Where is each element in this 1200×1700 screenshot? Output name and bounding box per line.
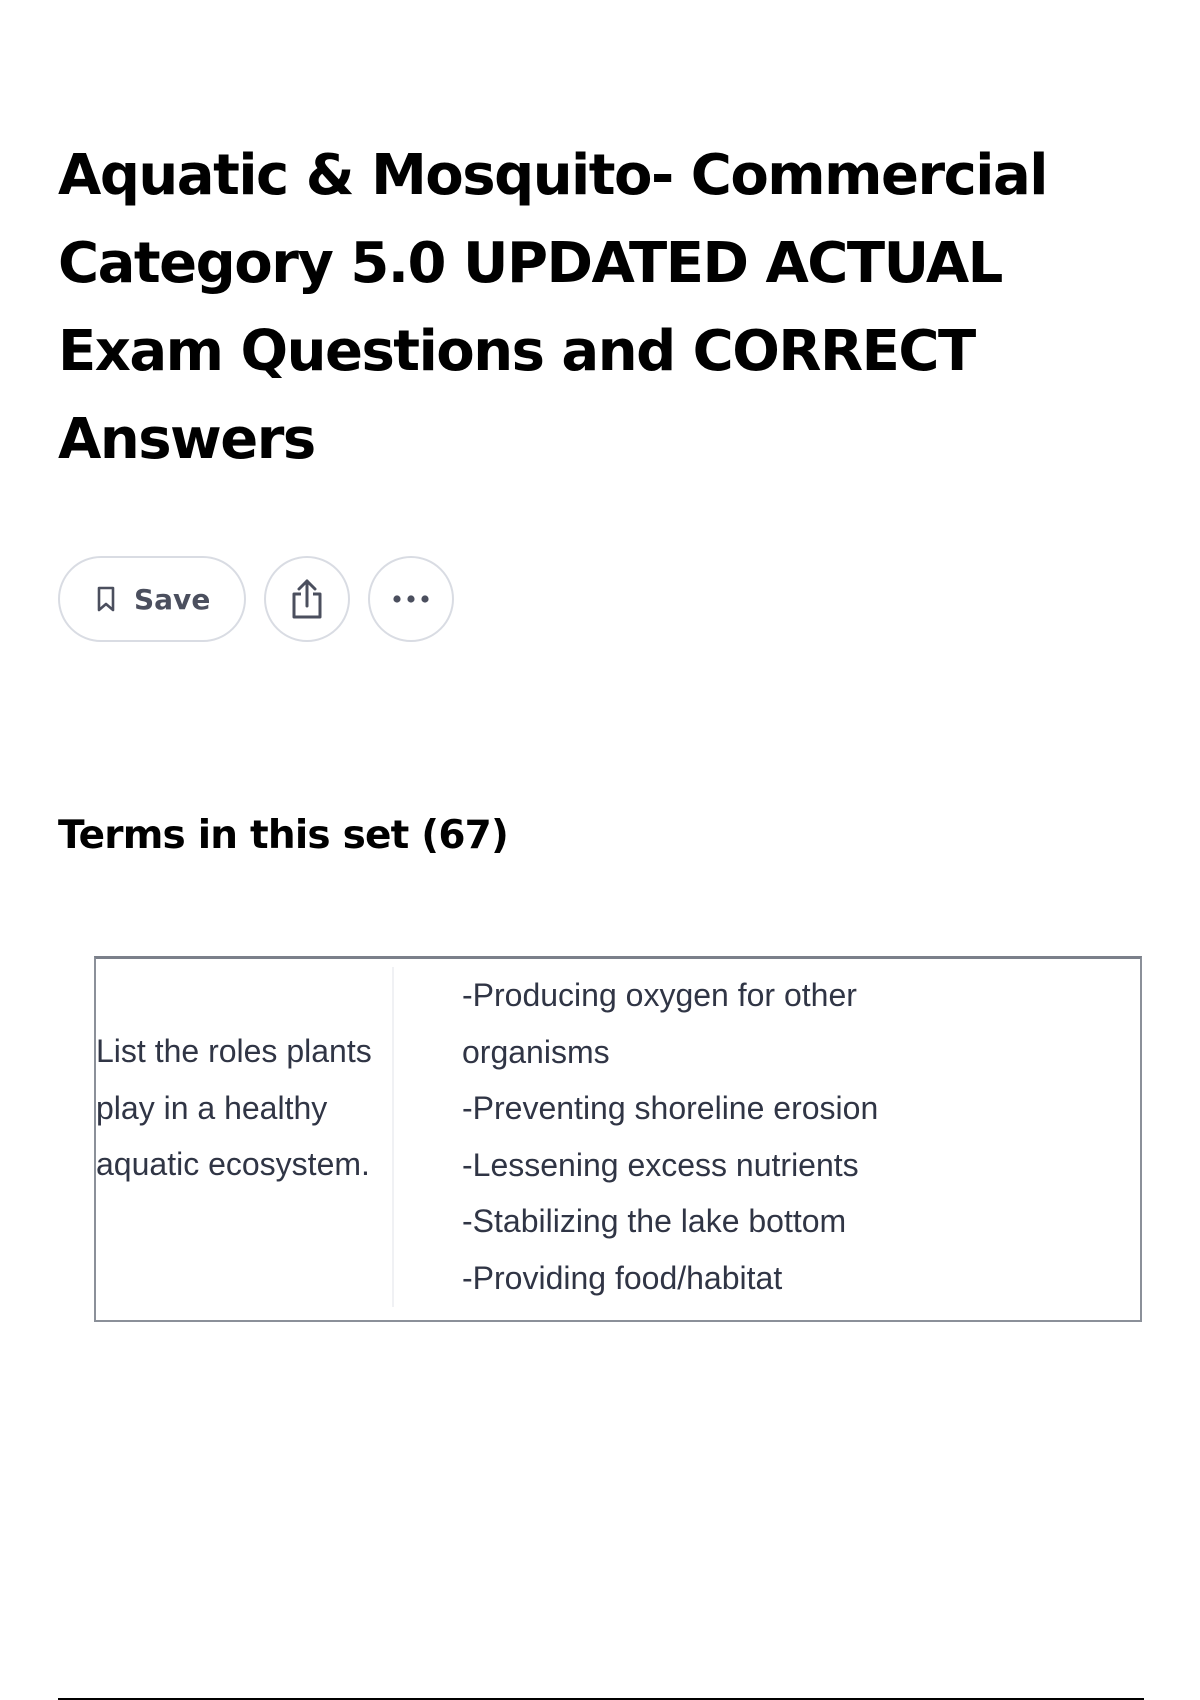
- term-divider: [392, 967, 394, 1307]
- more-button[interactable]: [368, 556, 454, 642]
- definition-line: -Lessening excess nutrients: [462, 1146, 859, 1183]
- page-title: Aquatic & Mosquito- Commercial Category 5.0 UPDATED ACTUAL Exam Questions and CORRECT Answers: [58, 143, 1047, 472]
- share-button[interactable]: [264, 556, 350, 642]
- share-icon: [287, 577, 327, 621]
- save-button-label: Save: [134, 582, 211, 616]
- action-bar: [58, 556, 454, 642]
- definition-line: -Producing oxygen for other: [462, 977, 857, 1013]
- definition-line: -Providing food/habitat: [462, 1259, 783, 1296]
- term-card[interactable]: [94, 956, 1142, 1322]
- bookmark-icon: [96, 585, 116, 613]
- terms-heading: Terms in this set (67): [58, 813, 509, 858]
- save-button[interactable]: [58, 556, 246, 642]
- term-text: List the roles plants play in a healthy aquatic ecosystem.: [96, 1033, 372, 1182]
- term-definition: [462, 967, 1122, 1306]
- definition-line: -Preventing shoreline erosion: [462, 1090, 879, 1126]
- definition-line: organisms: [462, 1033, 610, 1070]
- definition-line: -Stabilizing the lake bottom: [462, 1203, 847, 1239]
- more-horizontal-icon: [391, 594, 431, 604]
